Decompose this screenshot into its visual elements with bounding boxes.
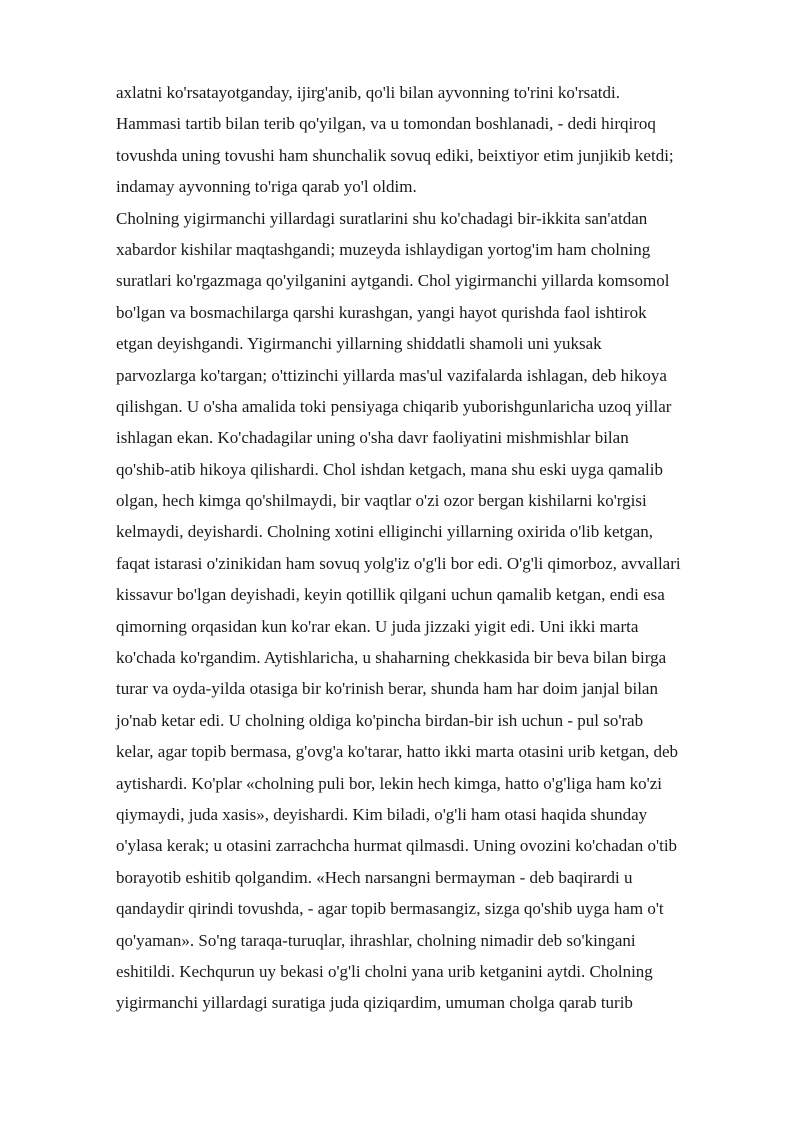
text-line: Cholning yigirmanchi yillardagi suratlarini shu ko'chadagi bir-ikkita san'atdan bbox=[116, 208, 648, 228]
body-text bbox=[116, 77, 716, 1019]
text-line: ko'chada ko'rgandim. Aytishlaricha, u shaharning chekkasida bir beva bilan birga bbox=[116, 648, 667, 668]
text-line: kelar, agar topib bermasa, g'ovg'a ko'tarar, hatto ikki marta otasini urib ketgan, deb bbox=[116, 742, 679, 762]
text-line: o'ylasa kerak; u otasini zarrachcha hurmat qilmasdi. Uning ovozini ko'chadan o'tib bbox=[116, 836, 678, 856]
text-line: yigirmanchi yillardagi suratiga juda qiziqardim, umuman cholga qarab turib bbox=[116, 993, 633, 1013]
text-line: suratlari ko'rgazmaga qo'yilganini aytgandi. Chol yigirmanchi yillarda komsomol bbox=[116, 271, 670, 291]
text-line: eshitildi. Kechqurun uy bekasi o'g'li cholni yana urib ketganini aytdi. Cholning bbox=[116, 961, 653, 981]
text-line: turar va oyda-yilda otasiga bir ko'rinish berar, shunda ham har doim janjal bilan bbox=[116, 679, 658, 699]
text-line: indamay ayvonning to'riga qarab yo'l oldim. bbox=[116, 177, 417, 197]
text-line: qimorning orqasidan kun ko'rar ekan. U juda jizzaki yigit edi. Uni ikki marta bbox=[116, 616, 639, 636]
text-line: ishlagan ekan. Ko'chadagilar uning o'sha davr faoliyatini mishmishlar bilan bbox=[116, 428, 629, 448]
text-line: olgan, hech kimga qo'shilmaydi, bir vaqtlar o'zi ozor bergan kishilarni ko'rgisi bbox=[116, 491, 647, 511]
text-line: tovushda uning tovushi ham shunchalik sovuq ediki, beixtiyor etim junjikib ketdi; bbox=[116, 145, 674, 165]
text-line: parvozlarga ko'targan; o'ttizinchi yillarda mas'ul vazifalarda ishlagan, deb hikoya bbox=[116, 365, 667, 385]
text-line: qo'yaman». So'ng taraqa-turuqlar, ihrashlar, cholning nimadir deb so'kingani bbox=[116, 930, 636, 950]
text-line: qilishgan. U o'sha amalida toki pensiyaga chiqarib yuborishgunlaricha uzoq yillar bbox=[116, 396, 672, 416]
text-line: jo'nab ketar edi. U cholning oldiga ko'pincha birdan-bir ish uchun - pul so'rab bbox=[116, 710, 644, 730]
text-line: bo'lgan va bosmachilarga qarshi kurashgan, yangi hayot qurishda faol ishtirok bbox=[116, 302, 647, 322]
text-line: qo'shib-atib hikoya qilishardi. Chol ishdan ketgach, mana shu eski uyga qamalib bbox=[116, 459, 663, 479]
text-line: faqat istarasi o'zinikidan ham sovuq yolg'iz o'g'li bor edi. O'g'li qimorboz, avvallari bbox=[116, 553, 681, 573]
text-line: axlatni ko'rsatayotganday, ijirg'anib, qo'li bilan ayvonning to'rini ko'rsatdi. bbox=[116, 83, 620, 102]
text-line: kissavur bo'lgan deyishadi, keyin qotillik qilgani uchun qamalib ketgan, endi esa bbox=[116, 585, 665, 605]
text-line: aytishardi. Ko'plar «cholning puli bor, lekin hech kimga, hatto o'g'liga ham ko'zi bbox=[116, 773, 663, 793]
text-line: Hammasi tartib bilan terib qo'yilgan, va u tomondan boshlanadi, - dedi hirqiroq bbox=[116, 114, 656, 134]
text-line: xabardor kishilar maqtashgandi; muzeyda ishlaydigan yortog'im ham cholning bbox=[116, 239, 651, 259]
text-line: qiymaydi, juda xasis», deyishardi. Kim biladi, o'g'li ham otasi haqida shunday bbox=[116, 804, 648, 824]
text-line: borayotib eshitib qolgandim. «Hech narsangni bermayman - deb baqirardi u bbox=[116, 867, 633, 887]
text-line: etgan deyishgandi. Yigirmanchi yillarning shiddatli shamoli uni yuksak bbox=[116, 334, 602, 354]
text-line: qandaydir qirindi tovushda, - agar topib bermasangiz, sizga qo'shib uyga ham o't bbox=[116, 899, 664, 919]
text-line: kelmaydi, deyishardi. Cholning xotini elliginchi yillarning oxirida o'lib ketgan, bbox=[116, 522, 654, 542]
